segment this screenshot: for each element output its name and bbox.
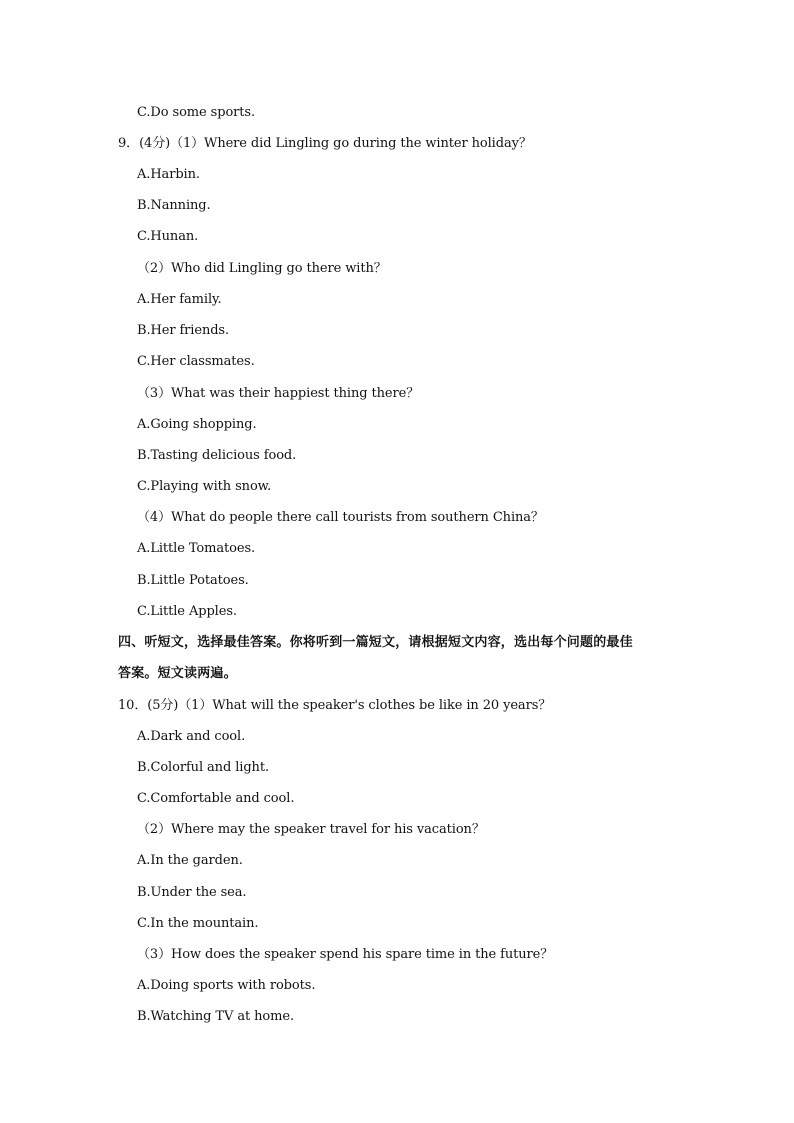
question-10-part-3: （3）How does the speaker spend his spare time in the future？	[137, 947, 554, 962]
question-9-part-2: （2）Who did Lingling go there with？	[137, 261, 387, 276]
q10-2-option-b: B.Under the sea.	[137, 885, 247, 900]
question-9-part-4: （4）What do people there call tourists from southern China？	[137, 510, 544, 525]
q9-2-option-c: C.Her classmates.	[137, 354, 255, 369]
q9-3-option-c: C.Playing with snow.	[137, 479, 272, 494]
q9-4-option-c: C.Little Apples.	[137, 604, 237, 619]
q9-3-option-a: A.Going shopping.	[137, 417, 257, 432]
question-10-part-1: 10．(5分)（1）What will the speaker's clothes be like in 20 years？	[118, 698, 552, 713]
q10-1-option-c: C.Comfortable and cool.	[137, 791, 295, 806]
section-4-heading-cont: 答案。短文读两遍。	[118, 666, 237, 681]
question-9-part-1: 9．(4分)（1）Where did Lingling go during the winter holiday？	[118, 136, 532, 151]
q9-3-option-b: B.Tasting delicious food.	[137, 448, 297, 463]
q9-4-option-b: B.Little Potatoes.	[137, 573, 249, 588]
q10-1-option-a: A.Dark and cool.	[137, 729, 246, 744]
q10-3-option-b: B.Watching TV at home.	[137, 1009, 294, 1024]
q9-1-option-c: C.Hunan.	[137, 229, 199, 244]
q9-4-option-a: A.Little Tomatoes.	[137, 541, 256, 556]
option-c-sports: C.Do some sports.	[137, 105, 256, 120]
q9-1-option-b: B.Nanning.	[137, 198, 211, 213]
q10-3-option-a: A.Doing sports with robots.	[137, 978, 316, 993]
q10-1-option-b: B.Colorful and light.	[137, 760, 269, 775]
q10-2-option-a: A.In the garden.	[137, 853, 243, 868]
q9-2-option-a: A.Her family.	[137, 292, 222, 307]
q9-2-option-b: B.Her friends.	[137, 323, 230, 338]
section-4-heading: 四、听短文，选择最佳答案。你将听到一篇短文，请根据短文内容，选出每个问题的最佳	[118, 635, 633, 650]
question-9-part-3: （3）What was their happiest thing there？	[137, 386, 420, 401]
q9-1-option-a: A.Harbin.	[137, 167, 200, 182]
q10-2-option-c: C.In the mountain.	[137, 916, 259, 931]
question-10-part-2: （2）Where may the speaker travel for his vacation？	[137, 822, 485, 837]
